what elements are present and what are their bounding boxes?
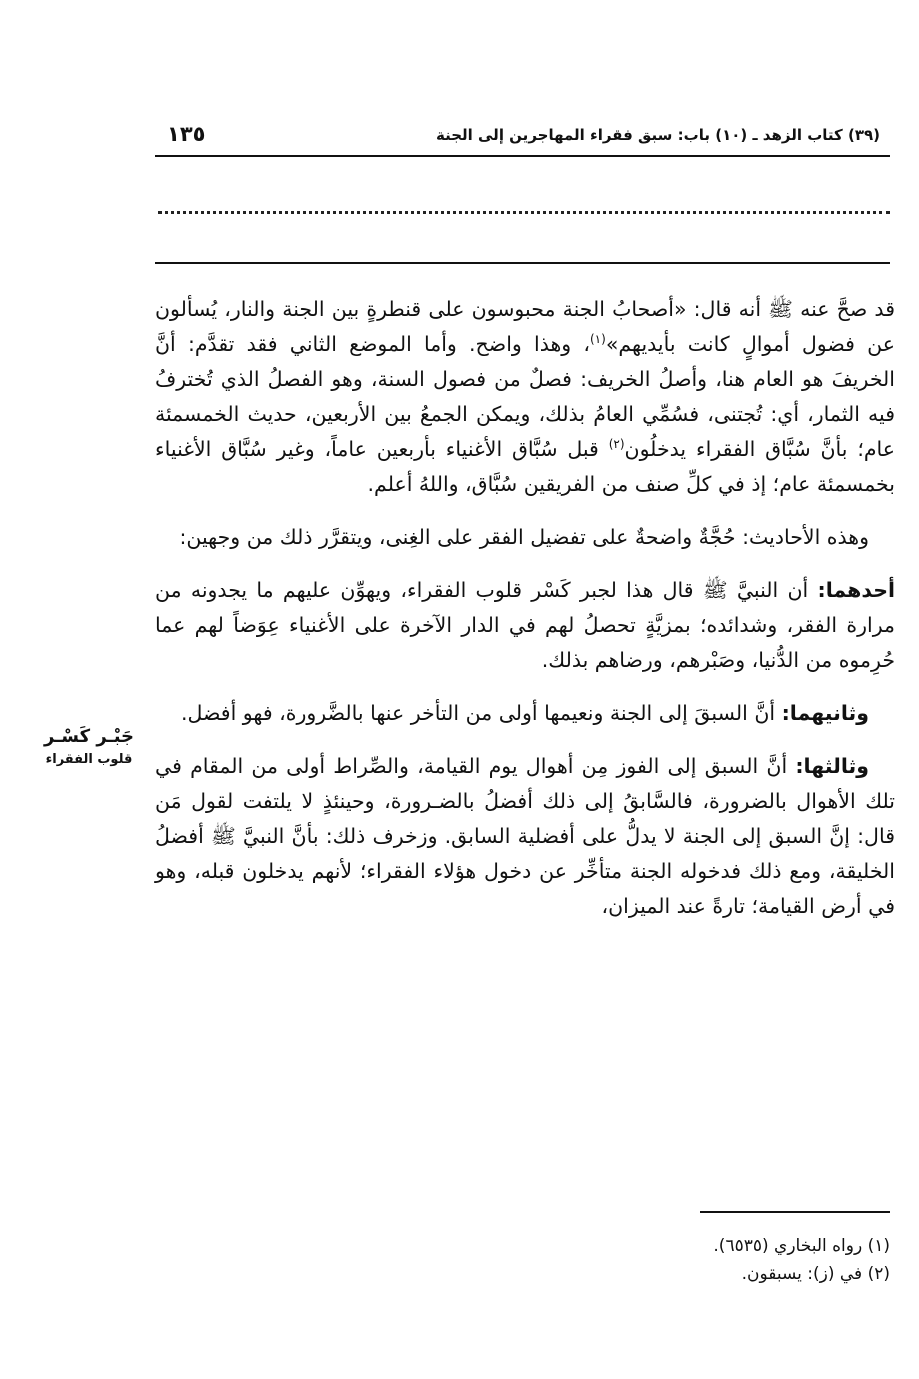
margin-note: [28, 726, 150, 767]
running-header: [155, 118, 890, 158]
paragraph-1: قد صحَّ عنه ﷺ أنه قال: «أصحابُ الجنة محبوسون على قنطرةٍ بين الجنة والنار، يُسألون عن فضول أموالٍ كانت بأيديهم»$^{(١)}$، وهذا واضح. وأما الموضع الثاني فقد تقدَّم: أنَّ الخريفَ هو العام هنا، وأصلُ الخريف: فصلٌ من فصول السنة، وهو الفصلُ الذي تُخترفُ فيه الثمار، أي: تُجتنى، فسُمِّي العامُ بذلك، ويمكن الجمعُ بين الأربعين، حديث الخمسمئة عام؛ بأنَّ سُبَّاق الفقراء يدخلُون$^{(٢)}$ قبل سُبَّاق الأغنياء بأربعين عاماً، وغير سُبَّاق الأغنياء بخمسمئة عام؛ إذ في كلِّ صنف من الفريقين سُبَّاق، واللهُ أعلم.: [155, 297, 896, 496]
footnote-1: (١) رواه البخاري (٦٥٣٥).: [713, 1236, 890, 1256]
footnote-ref-2: (٢): [608, 437, 625, 452]
paragraph-4: وثانيهما: أنَّ السبقَ إلى الجنة ونعيمها أولى من التأخر عنها بالضَّرورة، فهو أفضل.: [180, 701, 869, 725]
paragraph-3: أحدهما: أن النبيَّ ﷺ قال هذا لجبر كَسْر قلوب الفقراء، ويهوِّن عليهم ما يجدونه من مرارة الفقر، وشدائده؛ بمزيَّةٍ تحصلُ لهم في الدار الآخرة على الأغنياء عِوَضاً لهم عما حُرِموه من الدُّنيا، وصَبْرهم، ورضاهم بذلك.: [155, 578, 895, 672]
point-heading-1: أحدهما:: [817, 578, 895, 602]
footnote-ref-1: (١): [589, 332, 606, 347]
margin-note-word: جَبْـر كَسْـر: [43, 726, 135, 747]
footnote-2: (٢) في (ز): يسبقون.: [741, 1264, 890, 1284]
point-heading-2: وثانيهما:: [781, 701, 869, 725]
footnote-rule: [700, 1211, 890, 1213]
header-title: (٣٩) كتاب الزهد ـ (١٠) باب: سبق فقراء المهاجرين إلى الجنة: [435, 126, 880, 144]
header-rule: [155, 155, 890, 157]
paragraph-5: وثالثها: أنَّ السبق إلى الفوز مِن أهوال يوم القيامة، والصِّراط أولى من المقام في تلك الأهوال بالضرورة، فالسَّابقُ إلى ذلك أفضلُ بالضـرورة، وحينئذٍ لا يلتفت لقول مَن قال: إنَّ السبق إلى الجنة لا يدلُّ على أفضلية السابق. وزخرف ذلك: بأنَّ النبيَّ ﷺ أفضلُ الخليقة، ومع ذلك فدخوله الجنة متأخِّر عن دخول هؤلاء الفقراء؛ لأنهم يدخلون قبله، وهو في أرض القيامة؛ تارةً عند الميزان،: [155, 754, 895, 918]
paragraph-2: وهذه الأحاديث: حُجَّةٌ واضحةٌ على تفضيل الفقر على الغِنى، ويتقرَّر ذلك من وجهين:: [179, 525, 869, 549]
margin-note-caption: قلوب الفقراء: [45, 752, 133, 767]
page-number: ١٣٥: [167, 122, 206, 146]
separator-rule: [155, 262, 890, 264]
body-text: [155, 292, 895, 942]
dotted-separator: [158, 201, 890, 214]
footnotes: [500, 1232, 890, 1288]
point-heading-3: وثالثها:: [795, 754, 869, 778]
